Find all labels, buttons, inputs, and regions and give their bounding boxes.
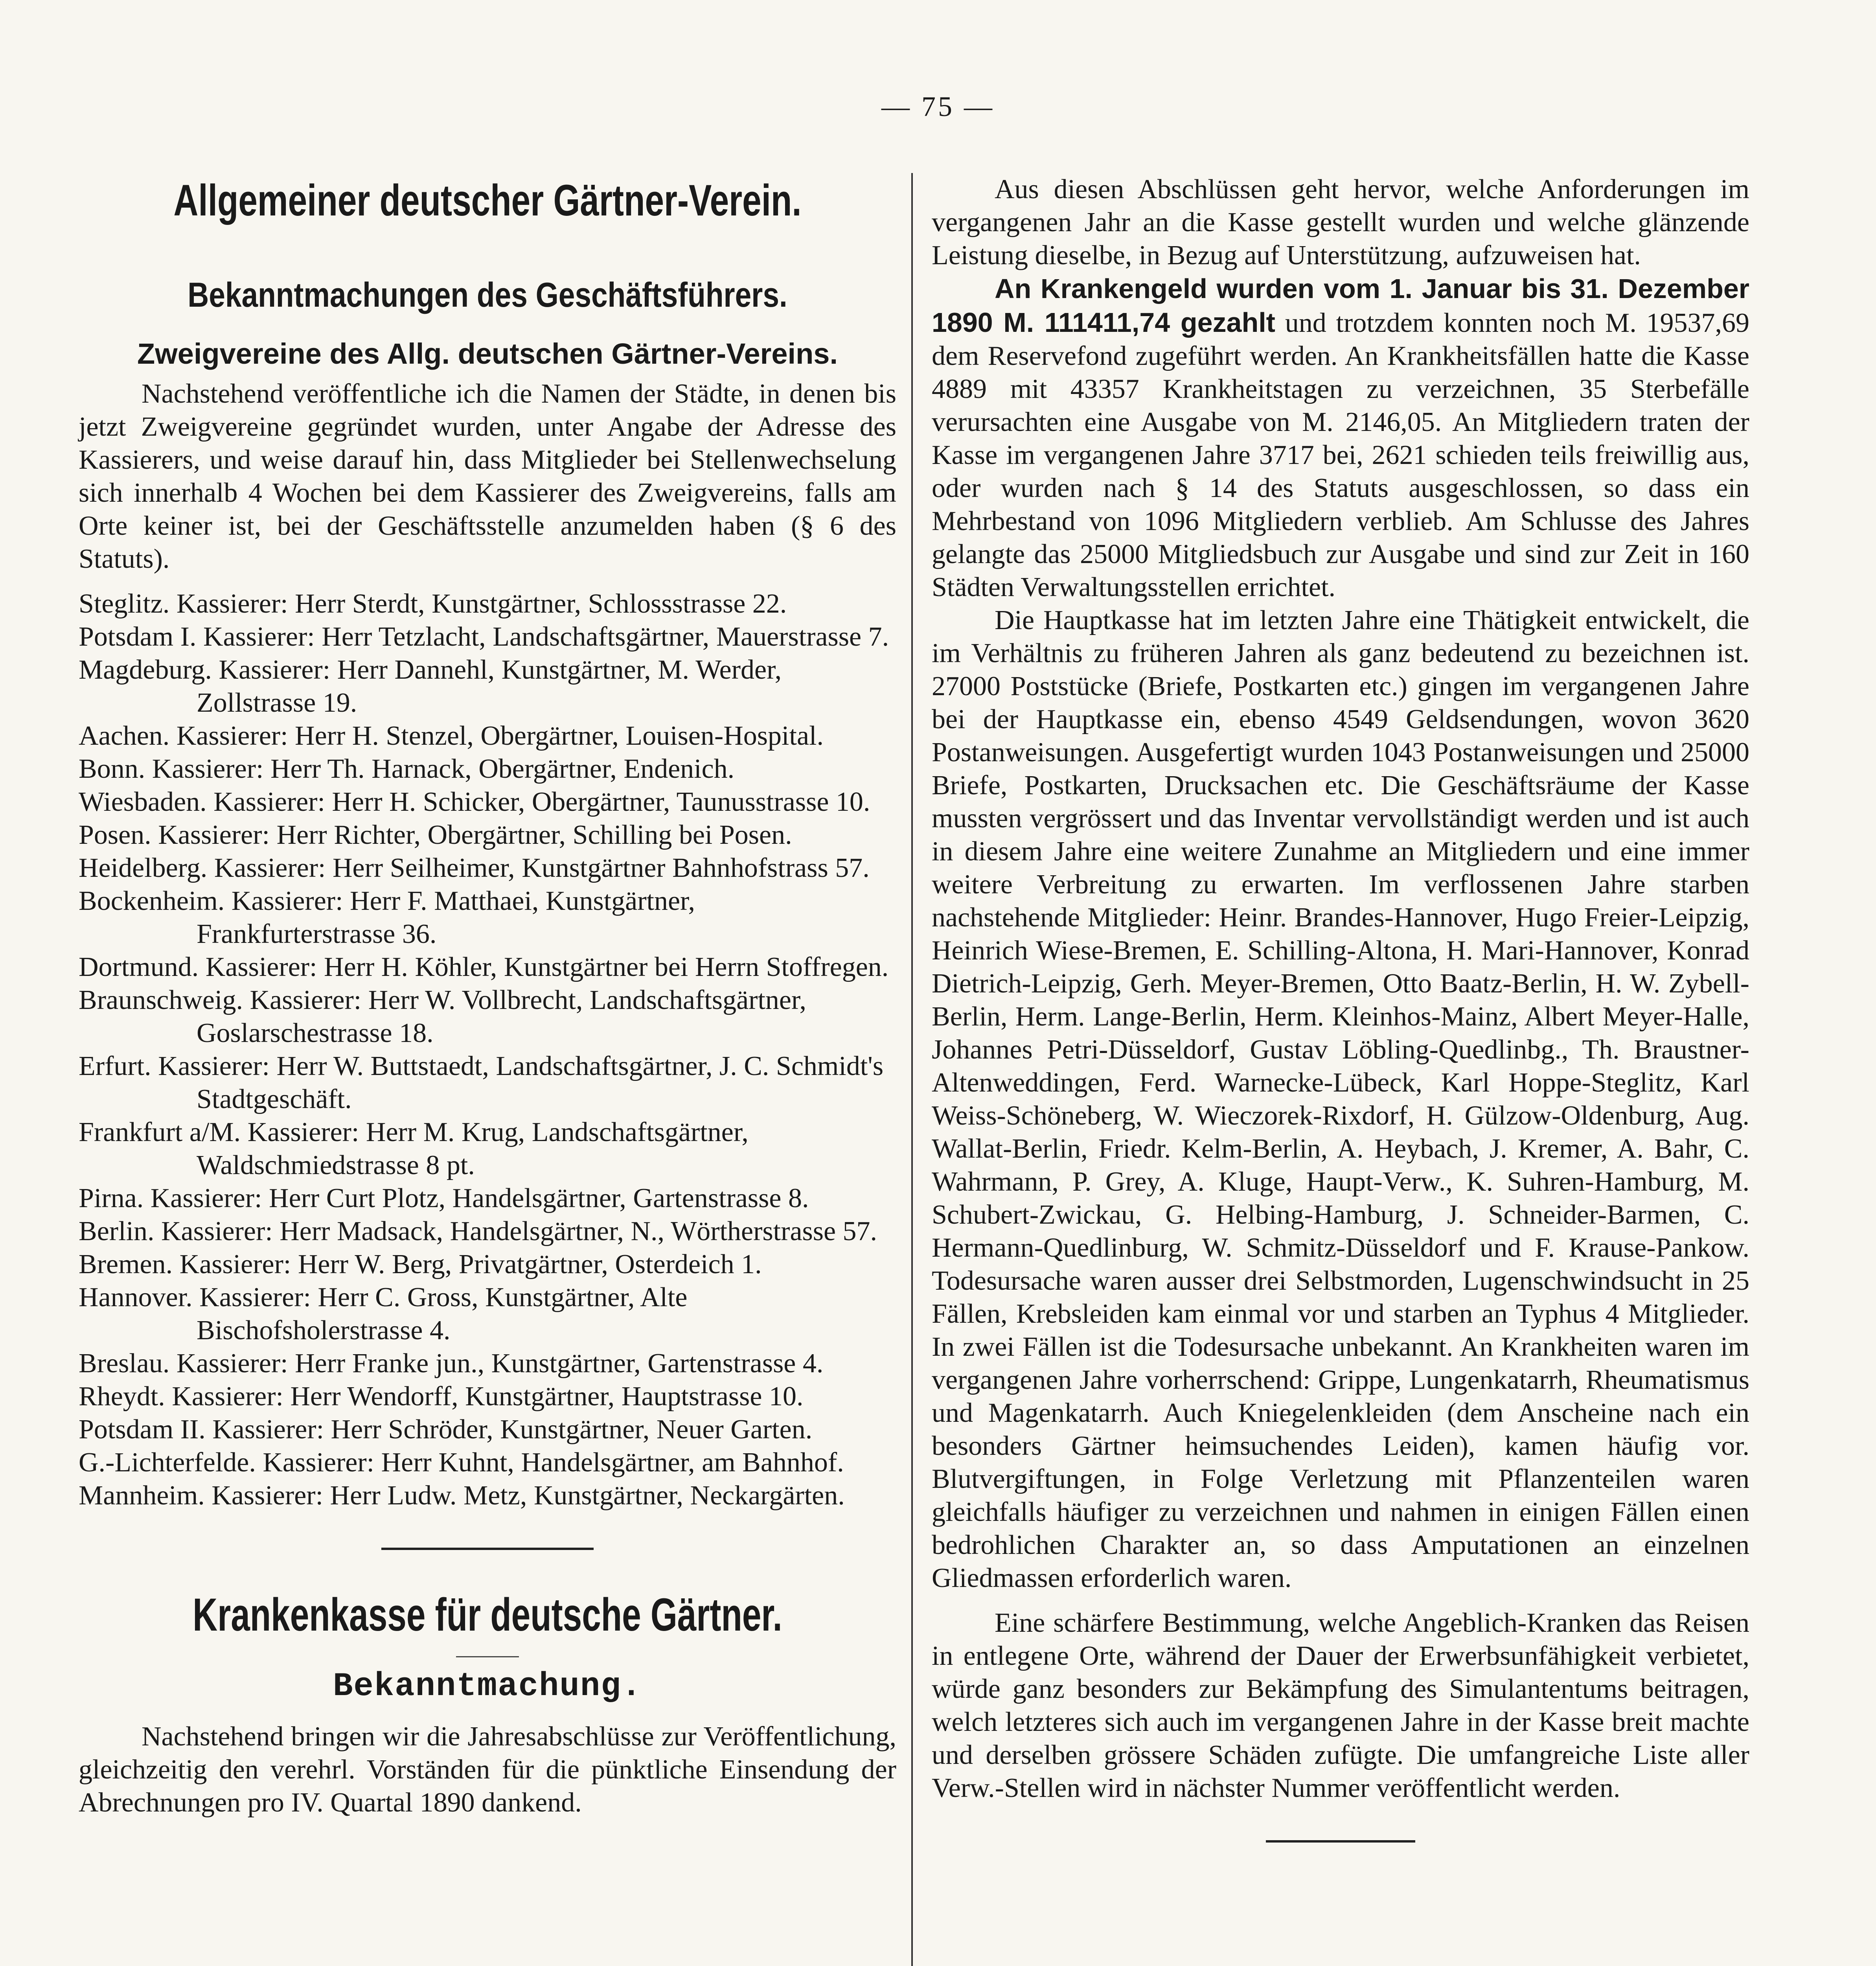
branch-entry: Wiesbaden. Kassierer: Herr H. Schicker, Obergärtner, Taunusstrasse 10. — [79, 787, 870, 817]
branch-entry: G.-Lichterfelde. Kassierer: Herr Kuhnt, Handelsgärtner, am Bahnhof. — [79, 1447, 844, 1478]
section-divider — [381, 1548, 594, 1550]
section-heading: Zweigvereine des Allg. deutschen Gärtner-Vereins. — [137, 337, 838, 370]
branch-entry: Rheydt. Kassierer: Herr Wendorff, Kunstgärtner, Hauptstrasse 10. — [79, 1381, 804, 1412]
branch-entry: Mannheim. Kassierer: Herr Ludw. Metz, Kunstgärtner, Neckargärten. — [79, 1480, 845, 1511]
branch-entry: Magdeburg. Kassierer: Herr Dannehl, Kunstgärtner, M. Werder, Zollstrasse 19. — [79, 655, 782, 718]
right-column — [932, 173, 1749, 1878]
article-subtitle: Bekanntmachungen des Geschäftsführers. — [188, 275, 787, 314]
announcement-paragraph: Nachstehend bringen wir die Jahresabschlüsse zur Veröffentlichung, gleichzeitig den verehrl. Vorständen für die pünktliche Einsendung der Abrechnungen pro IV. Quartal 1890 dankend. — [79, 1721, 896, 1818]
page-number: — 75 — — [881, 91, 995, 122]
branch-entry: Potsdam II. Kassierer: Herr Schröder, Kunstgärtner, Neuer Garten. — [79, 1414, 813, 1445]
branch-entry: Heidelberg. Kassierer: Herr Seilheimer, Kunstgärtner Bahnhofstrass 57. — [79, 853, 870, 883]
paragraph-2-text: und trotzdem konnten noch M. 19537,69 dem Reservefond zugeführt werden. An Krankheitsfällen hatte die Kasse 4889 mit 43357 Krankheitstagen zu verzeichnen, 35 Sterbefälle verursachten eine Ausgabe von M. 2146,05. An Mitgliedern traten der Kasse im vergangenen Jahre 3717 bei, 2621 schieden teils freiwillig aus, oder wurden nach § 14 des Statuts ausgeschlossen, so dass ein Mehrbestand von 1096 Mitgliedern verblieb. Am Schlusse des Jahres gelangte das 25000 Mitgliedsbuch zur Ausgabe und sind zur Zeit in 160 Städten Verwaltungsstellen errichtet. — [932, 308, 1749, 602]
branch-entry: Potsdam I. Kassierer: Herr Tetzlacht, Landschaftsgärtner, Mauerstrasse 7. — [79, 622, 889, 652]
branch-entry: Erfurt. Kassierer: Herr W. Buttstaedt, Landschaftsgärtner, J. C. Schmidt's Stadtgeschäft. — [79, 1051, 884, 1114]
paragraph-3: Die Hauptkasse hat im letzten Jahre eine Thätigkeit entwickelt, die im Verhältnis zu früheren Jahren als ganz bedeutend zu bezeichnen ist. 27000 Poststücke (Briefe, Postkarten etc.) gingen im vergangenen Jahre bei der Hauptkasse ein, ebenso 4549 Geldsendungen, wovon 3620 Postanweisungen. Ausgefertigt wurden 1043 Postanweisungen und 25000 Briefe, Postkarten, Drucksachen etc. Die Geschäftsräume der Kasse mussten vergrössert und das Inventar vervollständigt werden und ist auch in diesem Jahre eine weitere Zunahme an Mitgliedern und eine immer weitere Verbreitung zu erwarten. Im verflossenen Jahre starben nachstehende Mitglieder: Heinr. Brandes-Hannover, Hugo Freier-Leipzig, Heinrich Wiese-Bremen, E. Schilling-Altona, H. Mari-Hannover, Konrad Dietrich-Leipzig, Gerh. Meyer-Bremen, Otto Baatz-Berlin, H. W. Zybell-Berlin, Herm. Lange-Berlin, Herm. Kleinhos-Mainz, Albert Meyer-Halle, Johannes Petri-Düsseldorf, Gustav Löbling-Quedlinbg., Th. Braustner-Altenweddingen, Ferd. Warnecke-Lübeck, Karl Hoppe-Steglitz, Karl Weiss-Schöneberg, W. Wieczorek-Rixdorf, H. Gülzow-Oldenburg, Aug. Wallat-Berlin, Friedr. Kelm-Berlin, A. Heybach, J. Kremer, A. Bahr, C. Wahrmann, P. Grey, A. Kluge, Haupt-Verw., K. Suhren-Hamburg, M. Schubert-Zwickau, G. Helbing-Hamburg, J. Schneider-Barmen, C. Hermann-Quedlinburg, W. Schmitz-Düsseldorf und F. Krause-Pankow. Todesursache waren ausser drei Selbstmorden, Lugenschwindsucht in 25 Fällen, Krebsleiden kam einmal vor und starben an Typhus 4 Mitglieder. In zwei Fällen ist die Todesursache unbekannt. An Krankheiten waren im vergangenen Jahre vorherrschend: Grippe, Lungenkatarrh, Rheumatismus und Magenkatarrh. Auch Kniegelenkleiden (dem Anscheine nach ein besonders Gärtner heimsuchendes Leiden), kamen häufig vor. Blutvergiftungen, in Folge Verletzung mit Pflanzenteilen waren gleichfalls häufiger zu verzeichnen und nahmen in einigen Fällen einen bedrohlichen Charakter an, so dass Amputationen an einzelnen Gliedmassen erforderlich waren. — [932, 605, 1749, 1593]
title-ornament-rule — [456, 1656, 519, 1657]
branch-entry: Aachen. Kassierer: Herr H. Stenzel, Obergärtner, Louisen-Hospital. — [79, 721, 824, 751]
branch-entry: Posen. Kassierer: Herr Richter, Obergärtner, Schilling bei Posen. — [79, 820, 792, 850]
left-column — [79, 173, 896, 1819]
paragraph-4: Eine schärfere Bestimmung, welche Angeblich-Kranken das Reisen in entlegene Orte, während der Dauer der Erwerbsunfähigkeit verbietet, würde ganz besonders zur Bekämpfung des Simulantentums beitragen, welch letzteres sich auch im vergangenen Jahre in der Kasse breit machte und derselben grössere Schäden zufügte. Die umfangreiche Liste aller Verw.-Stellen wird in nächster Nummer veröffentlicht werden. — [932, 1608, 1749, 1803]
branch-entry: Hannover. Kassierer: Herr C. Gross, Kunstgärtner, Alte Bischofsholerstrasse 4. — [79, 1282, 688, 1346]
branch-entry: Breslau. Kassierer: Herr Franke jun., Kunstgärtner, Gartenstrasse 4. — [79, 1348, 824, 1379]
branch-entry: Frankfurt a/M. Kassierer: Herr M. Krug, Landschaftsgärtner, Waldschmiedstrasse 8 pt. — [79, 1117, 749, 1180]
branch-entry: Berlin. Kassierer: Herr Madsack, Handelsgärtner, N., Wörtherstrasse 57. — [79, 1216, 877, 1246]
branch-entry: Bockenheim. Kassierer: Herr F. Matthaei, Kunstgärtner, Frankfurterstrasse 36. — [79, 886, 695, 949]
column-divider — [911, 173, 913, 1966]
paragraph-1: Aus diesen Abschlüssen geht hervor, welche Anforderungen im vergangenen Jahr an die Kasse gestellt wurden und welche glänzende Leistung dieselbe, in Bezug auf Unterstützung, aufzuweisen hat. — [932, 174, 1749, 271]
article-title: Allgemeiner deutscher Gärtner-Verein. — [173, 176, 802, 225]
end-divider — [1266, 1840, 1415, 1843]
branch-entry: Braunschweig. Kassierer: Herr W. Vollbrecht, Landschaftsgärtner, Goslarschestrasse 18. — [79, 985, 807, 1048]
paragraph-2 — [932, 272, 1749, 604]
article-title-2: Krankenkasse für deutsche Gärtner. — [193, 1589, 782, 1641]
announcement-heading: Bekanntmachung. — [333, 1668, 642, 1705]
branch-entry: Dortmund. Kassierer: Herr H. Köhler, Kunstgärtner bei Herrn Stoffregen. — [79, 952, 889, 982]
intro-paragraph: Nachstehend veröffentliche ich die Namen der Städte, in denen bis jetzt Zweigvereine gegründet wurden, unter Angabe der Adresse des Kassierers, und weise darauf hin, dass Mitglieder bei Stellenwechselung sich innerhalb 4 Wochen bei dem Kassierer des Zweigvereins, falls am Orte keiner ist, bei der Geschäftsstelle anzumelden haben (§ 6 des Statuts). — [79, 379, 896, 574]
branch-entry: Bremen. Kassierer: Herr W. Berg, Privatgärtner, Osterdeich 1. — [79, 1249, 762, 1279]
branch-entry: Bonn. Kassierer: Herr Th. Harnack, Obergärtner, Endenich. — [79, 754, 735, 784]
branch-entry: Pirna. Kassierer: Herr Curt Plotz, Handelsgärtner, Gartenstrasse 8. — [79, 1183, 809, 1213]
branch-entry: Steglitz. Kassierer: Herr Sterdt, Kunstgärtner, Schlossstrasse 22. — [79, 589, 787, 619]
paragraph-2-bold: An Krankengeld wurden vom 1. Januar bis 31. Dezember 1890 M. 111411,74 gezahlt — [932, 273, 1749, 338]
